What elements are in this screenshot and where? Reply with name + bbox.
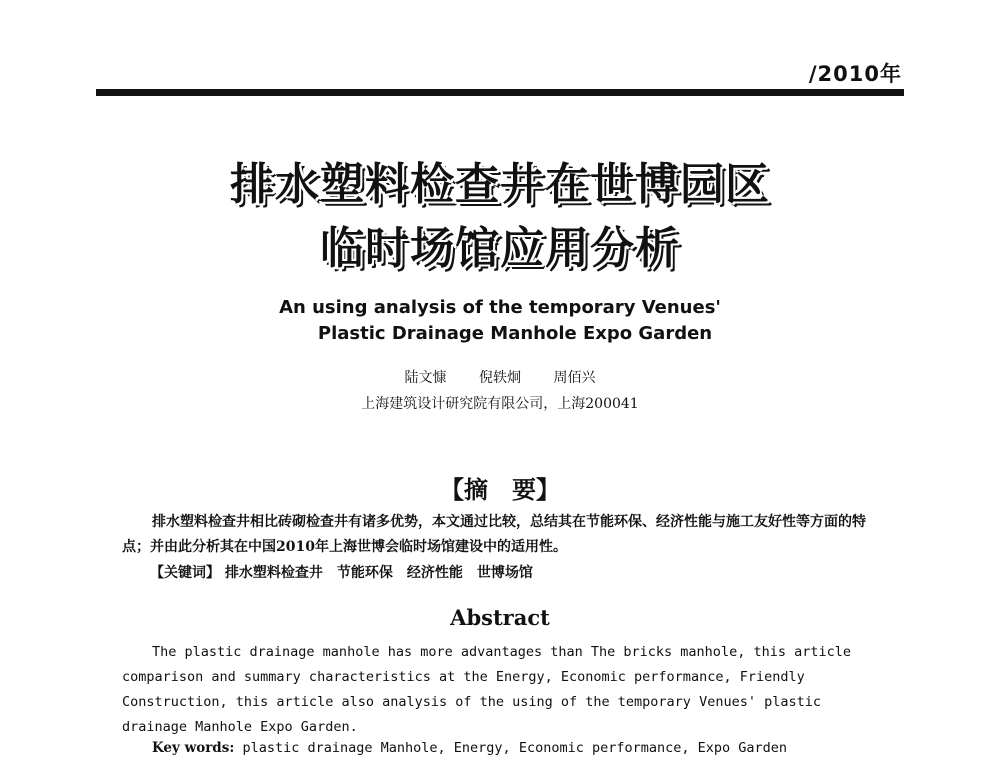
keywords-cn	[150, 562, 533, 582]
authors	[0, 367, 1000, 387]
chinese-title-line-2: 临时场馆应用分析	[320, 223, 680, 274]
english-title-line-1: An using analysis of the temporary Venues'	[279, 297, 721, 318]
affiliation: 上海建筑设计研究院有限公司，上海200041	[361, 396, 639, 412]
keywords-value-en: plastic drainage Manhole, Energy, Economic performance, Expo Garden	[234, 740, 788, 756]
author-3: 周佰兴	[553, 370, 596, 386]
abstract-heading-cn: 【摘 要】	[440, 476, 560, 504]
keywords-label-en: Key words:	[152, 740, 235, 756]
abstract-text-cn: 排水塑料检查井相比砖砌检查井有诸多优势，本文通过比较，总结其在节能环保、经济性能与施工友好性等方面的特点；并由此分析其在中国2010年上海世博会临时场馆建设中的适用性。	[122, 514, 866, 555]
author-1: 陆文慷	[404, 370, 447, 386]
keywords-value-cn: 排水塑料检查井 节能环保 经济性能 世博场馆	[224, 565, 533, 581]
issue-year: /2010年	[808, 62, 902, 86]
english-title-line-2: Plastic Drainage Manhole Expo Garden	[317, 323, 713, 344]
abstract-text-en: The plastic drainage manhole has more advantages than The bricks manhole, this article comparison and summary characteristics at the Energy, Economic performance, Friendly Construction, this article also analysis of the using of the temporary Venues' plastic drainage Manhole Expo Garden.	[122, 644, 851, 735]
keywords-en	[152, 740, 787, 756]
author-2: 倪轶炯	[479, 370, 521, 386]
header-rule	[96, 89, 904, 96]
chinese-title-line-1: 排水塑料检查井在世博园区	[230, 159, 770, 210]
keywords-label-cn: 【关键词】	[150, 565, 220, 581]
abstract-heading-en: Abstract	[450, 605, 550, 630]
